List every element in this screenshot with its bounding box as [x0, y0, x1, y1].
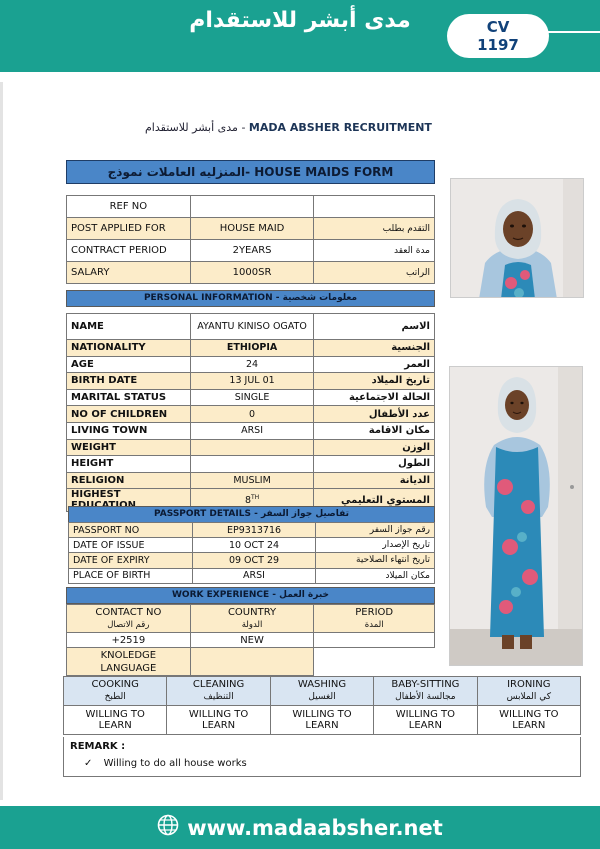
- work-experience-heading: WORK EXPERIENCE - خبرة العمل: [66, 587, 435, 604]
- skills-table: [63, 676, 581, 735]
- personal-info-table: [66, 313, 435, 512]
- country-header-ar: الدولة: [241, 619, 263, 630]
- portrait-photo: [450, 178, 584, 298]
- skill-name-ar: كي الملابس: [506, 692, 552, 702]
- knowledge-language-value: [190, 648, 314, 676]
- birth-date-ar: تاريخ الميلاد: [314, 373, 435, 390]
- post-value: HOUSE MAID: [190, 218, 314, 240]
- weight-value: [190, 439, 314, 456]
- skill-name-en: CLEANING: [192, 679, 245, 690]
- issue-date-ar: تاريخ الإصدار: [316, 538, 435, 553]
- height-ar: الطول: [314, 456, 435, 473]
- marital-label: MARITAL STATUS: [67, 389, 191, 406]
- table-row: [67, 240, 435, 262]
- weight-ar: الوزن: [314, 439, 435, 456]
- skill-level-washing: WILLING TO LEARN: [270, 706, 373, 735]
- expiry-date-ar: تاريخ انتهاء الصلاحية: [316, 553, 435, 568]
- issue-date-value: 10 OCT 24: [192, 538, 316, 553]
- passport-table: [68, 522, 435, 584]
- name-value: AYANTU KINISO OGATO: [190, 314, 314, 340]
- salary-ar: الراتب: [314, 262, 435, 284]
- ref-no-ar: [314, 196, 435, 218]
- header-separator: -: [241, 121, 246, 134]
- country-value: NEW: [190, 633, 314, 648]
- skill-header-washing: [270, 677, 373, 706]
- age-ar: العمر: [314, 356, 435, 373]
- cv-number: 1197: [477, 36, 519, 54]
- skill-level-baby-sitting: WILLING TO LEARN: [374, 706, 477, 735]
- contract-label: CONTRACT PERIOD: [67, 240, 191, 262]
- table-row: [67, 605, 435, 633]
- remark-item: [70, 758, 574, 769]
- height-value: [190, 456, 314, 473]
- table-row: [67, 218, 435, 240]
- nationality-label: NATIONALITY: [67, 340, 191, 357]
- check-icon: ✓: [84, 758, 93, 769]
- marital-ar: الحالة الاجتماعية: [314, 389, 435, 406]
- skill-name-ar: الغسيل: [308, 692, 336, 702]
- skill-name-ar: الطبخ: [104, 692, 126, 702]
- portrait-illustration: [451, 179, 584, 298]
- nationality-ar: الجنسية: [314, 340, 435, 357]
- cv-badge: [447, 14, 549, 58]
- education-ar: المستوي التعليمي: [314, 489, 435, 512]
- period-header: [314, 605, 435, 633]
- skill-header-cleaning: [167, 677, 270, 706]
- form-title: المنزليه العاملات نموذج- HOUSE MAIDS FORM: [66, 160, 435, 184]
- age-label: AGE: [67, 356, 191, 373]
- job-info-table: [66, 195, 435, 284]
- passport-no-label: PASSPORT NO: [69, 523, 193, 538]
- banner-divider: [540, 31, 600, 33]
- skill-name-ar: التنظيف: [203, 692, 234, 702]
- birth-place-value: ARSI: [192, 568, 316, 583]
- education-number: 8: [244, 495, 251, 507]
- birth-place-label: PLACE OF BIRTH: [69, 568, 193, 583]
- religion-value: MUSLIM: [190, 472, 314, 489]
- skill-name-en: IRONING: [507, 679, 551, 690]
- living-town-label: LIVING TOWN: [67, 422, 191, 439]
- skill-header-ironing: [477, 677, 580, 706]
- table-row: [67, 439, 435, 456]
- religion-label: RELIGION: [67, 472, 191, 489]
- height-label: HEIGHT: [67, 456, 191, 473]
- table-row: [69, 538, 435, 553]
- page-edge: [0, 82, 3, 800]
- passport-no-value: EP9313716: [192, 523, 316, 538]
- country-header-en: COUNTRY: [227, 606, 277, 618]
- contact-header-en: CONTACT NO: [95, 606, 162, 618]
- post-label: POST APPLIED FOR: [67, 218, 191, 240]
- full-body-illustration: [450, 367, 583, 666]
- period-header-ar: المدة: [364, 619, 384, 630]
- table-row: [67, 373, 435, 390]
- living-town-value: ARSI: [190, 422, 314, 439]
- table-row: [67, 314, 435, 340]
- post-ar: التقدم بطلب: [314, 218, 435, 240]
- remark-box: [63, 737, 581, 777]
- education-label: HIGHEST: [67, 489, 191, 512]
- salary-value: 1000SR: [190, 262, 314, 284]
- contract-ar: مدة العقد: [314, 240, 435, 262]
- table-row: [69, 523, 435, 538]
- table-row: [67, 340, 435, 357]
- table-row: [67, 262, 435, 284]
- living-town-ar: مكان الاقامة: [314, 422, 435, 439]
- table-row: [67, 633, 435, 648]
- skill-level-cleaning: WILLING TO LEARN: [167, 706, 270, 735]
- birth-date-value: 13 JUL 01: [190, 373, 314, 390]
- passport-heading: PASSPORT DETAILS - تفاصيل جواز السفر: [68, 506, 435, 523]
- table-row: [69, 553, 435, 568]
- table-row: [67, 196, 435, 218]
- table-row: [64, 706, 581, 735]
- expiry-date-value: 09 OCT 29: [192, 553, 316, 568]
- ref-no-value: [190, 196, 314, 218]
- marital-value: SINGLE: [190, 389, 314, 406]
- children-ar: عدد الأطفال: [314, 406, 435, 423]
- globe-icon: [157, 814, 179, 841]
- table-row: [69, 568, 435, 583]
- skill-header-baby-sitting: [374, 677, 477, 706]
- name-ar: الاسم: [314, 314, 435, 340]
- contract-value: 2YEARS: [190, 240, 314, 262]
- skill-level-ironing: WILLING TO LEARN: [477, 706, 580, 735]
- website-link[interactable]: [110, 806, 490, 849]
- language-label: LANGUAGE: [100, 662, 157, 674]
- issue-date-label: DATE OF ISSUE: [69, 538, 193, 553]
- table-row: [67, 456, 435, 473]
- salary-label: SALARY: [67, 262, 191, 284]
- table-row: [67, 406, 435, 423]
- expiry-date-label: DATE OF EXPIRY: [69, 553, 193, 568]
- education-suffix: TH: [250, 494, 260, 502]
- skill-name-en: COOKING: [91, 679, 139, 690]
- company-name-ar: مدى أبشر للاستقدام: [145, 121, 238, 134]
- contact-header-ar: رقم الاتصال: [107, 619, 150, 630]
- table-row: [67, 472, 435, 489]
- skill-header-cooking: [64, 677, 167, 706]
- age-value: 24: [190, 356, 314, 373]
- weight-label: WEIGHT: [67, 439, 191, 456]
- ref-no-label: REF NO: [67, 196, 191, 218]
- table-row: [64, 677, 581, 706]
- personal-info-heading: PERSONAL INFORMATION - معلومات شخصية: [66, 290, 435, 307]
- children-value: 0: [190, 406, 314, 423]
- skill-name-en: WASHING: [297, 679, 347, 690]
- full-body-photo: [449, 366, 583, 666]
- website-text: www.madaabsher.net: [187, 815, 443, 840]
- passport-no-ar: رقم جواز السفر: [316, 523, 435, 538]
- company-header: [145, 121, 465, 134]
- country-header: [190, 605, 314, 633]
- period-header-en: PERIOD: [355, 606, 394, 618]
- table-row: [67, 648, 435, 676]
- knowledge-language-label: [67, 648, 191, 676]
- skill-name-en: BABY-SITTING: [391, 679, 460, 690]
- birth-date-label: BIRTH DATE: [67, 373, 191, 390]
- table-row: [67, 356, 435, 373]
- contact-value: +2519: [67, 633, 191, 648]
- cv-label: CV: [486, 18, 510, 36]
- nationality-value: ETHIOPIA: [190, 340, 314, 357]
- skill-name-ar: مجالسة الأطفال: [395, 692, 456, 702]
- table-row: [67, 389, 435, 406]
- work-experience-table: [66, 604, 435, 676]
- company-name-en: MADA ABSHER RECRUITMENT: [248, 121, 432, 134]
- empty-cell: [314, 648, 435, 676]
- knowledge-label: KNOLEDGE: [100, 649, 157, 661]
- skill-level-cooking: WILLING TO LEARN: [64, 706, 167, 735]
- religion-ar: الديانة: [314, 472, 435, 489]
- remark-text: Willing to do all house works: [103, 758, 247, 769]
- table-row: [67, 422, 435, 439]
- contact-header: [67, 605, 191, 633]
- birth-place-ar: مكان الميلاد: [316, 568, 435, 583]
- children-label: NO OF CHILDREN: [67, 406, 191, 423]
- period-value: [314, 633, 435, 648]
- remark-label: REMARK :: [70, 741, 126, 752]
- brand-title: مدى أبشر للاستقدام: [189, 8, 411, 33]
- name-label: NAME: [67, 314, 191, 340]
